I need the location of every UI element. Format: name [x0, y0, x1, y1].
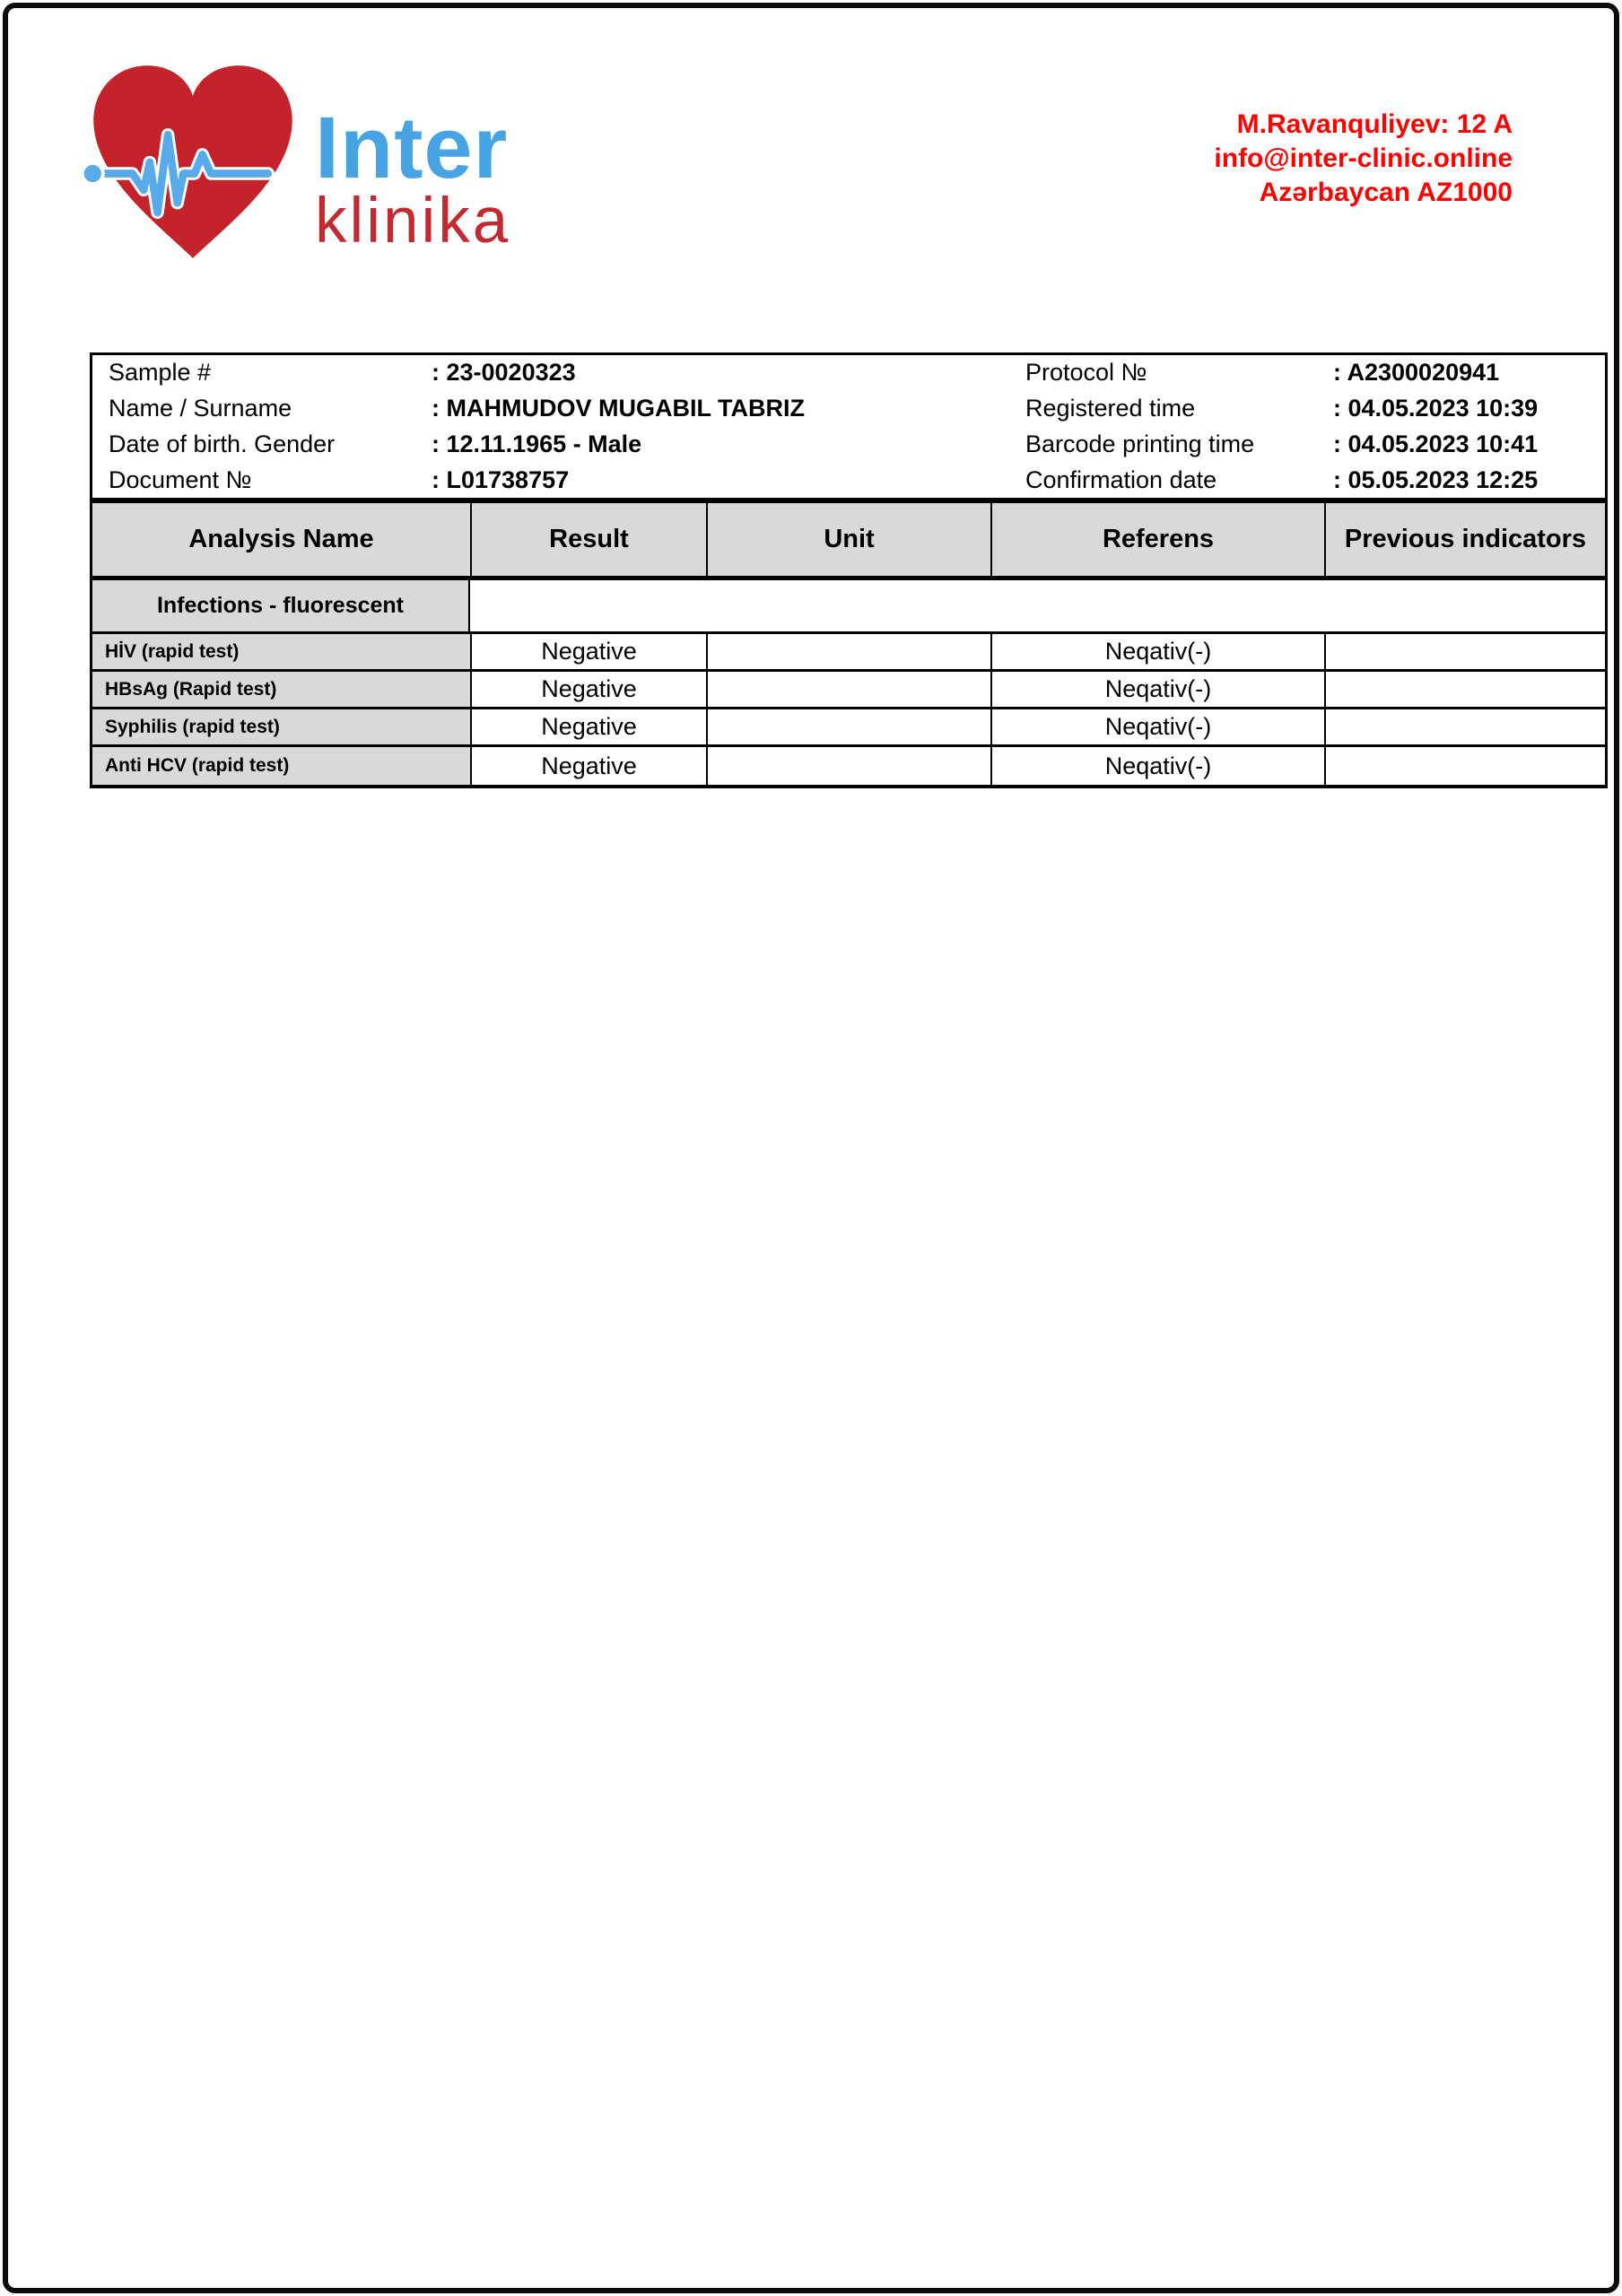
- header-result: Result: [470, 503, 706, 576]
- result-cell: Negative: [470, 634, 706, 669]
- analysis-name-cell: HİV (rapid test): [92, 634, 470, 669]
- header-analysis-name: Analysis Name: [92, 503, 470, 576]
- unit-cell: [706, 709, 990, 744]
- header-unit: Unit: [706, 503, 990, 576]
- section-title: Infections - fluorescent: [92, 580, 470, 631]
- analysis-name-cell: HBsAg (Rapid test): [92, 672, 470, 707]
- info-value-name: : MAHMUDOV MUGABIL TABRIZ: [432, 395, 805, 422]
- info-value-barcode: : 04.05.2023 10:41: [1333, 430, 1539, 457]
- logo-subtitle: klinika: [315, 186, 511, 257]
- page-border: [3, 3, 1619, 2293]
- contact-address: M.Ravanquliyev: 12 A: [1236, 109, 1513, 139]
- clinic-contact-block: [1214, 108, 1513, 210]
- patient-info-box: [90, 352, 1608, 500]
- heart-ekg-icon: [76, 50, 310, 274]
- info-value-registered: : 04.05.2023 10:39: [1333, 395, 1539, 422]
- previous-cell: [1324, 634, 1605, 669]
- section-row-spacer: [470, 580, 1605, 631]
- result-cell: Negative: [470, 709, 706, 744]
- info-value-confirmation: : 05.05.2023 12:25: [1333, 465, 1539, 493]
- previous-cell: [1324, 709, 1605, 744]
- info-value-document: : L01738757: [432, 465, 570, 493]
- table-row: [92, 634, 1605, 672]
- analysis-name-cell: Anti HCV (rapid test): [92, 747, 470, 785]
- result-cell: Negative: [470, 747, 706, 785]
- info-value-birth-gender: : 12.11.1965 - Male: [432, 430, 642, 457]
- contact-country: Azərbaycan AZ1000: [1259, 178, 1513, 207]
- info-label-protocol: Protocol №: [1025, 359, 1147, 387]
- result-cell: Negative: [470, 672, 706, 707]
- previous-cell: [1324, 672, 1605, 707]
- clinic-logo: [76, 50, 510, 274]
- table-row: [92, 747, 1605, 785]
- info-value-protocol: : A2300020941: [1333, 359, 1500, 387]
- logo-text: [315, 50, 511, 257]
- table-row: [92, 709, 1605, 747]
- info-value-sample: : 23-0020323: [432, 359, 576, 387]
- unit-cell: [706, 747, 990, 785]
- table-row: [92, 672, 1605, 709]
- contact-email: info@inter-clinic.online: [1214, 144, 1513, 173]
- unit-cell: [706, 634, 990, 669]
- previous-cell: [1324, 747, 1605, 785]
- info-label-name: Name / Surname: [109, 395, 292, 422]
- results-table: [90, 500, 1608, 788]
- referens-cell: Neqativ(-): [990, 709, 1324, 744]
- info-label-birth-gender: Date of birth. Gender: [109, 430, 336, 457]
- referens-cell: Neqativ(-): [990, 634, 1324, 669]
- header-referens: Referens: [990, 503, 1324, 576]
- info-label-sample: Sample #: [109, 359, 212, 387]
- header-previous-indicators: Previous indicators: [1324, 503, 1605, 576]
- info-label-confirmation: Confirmation date: [1025, 465, 1217, 493]
- analysis-name-cell: Syphilis (rapid test): [92, 709, 470, 744]
- info-label-document: Document №: [109, 465, 252, 493]
- section-row: [92, 580, 1605, 634]
- table-header-row: [92, 503, 1605, 580]
- unit-cell: [706, 672, 990, 707]
- referens-cell: Neqativ(-): [990, 672, 1324, 707]
- info-label-registered: Registered time: [1025, 395, 1196, 422]
- info-label-barcode: Barcode printing time: [1025, 430, 1255, 457]
- referens-cell: Neqativ(-): [990, 747, 1324, 785]
- logo-title: Inter: [315, 99, 509, 196]
